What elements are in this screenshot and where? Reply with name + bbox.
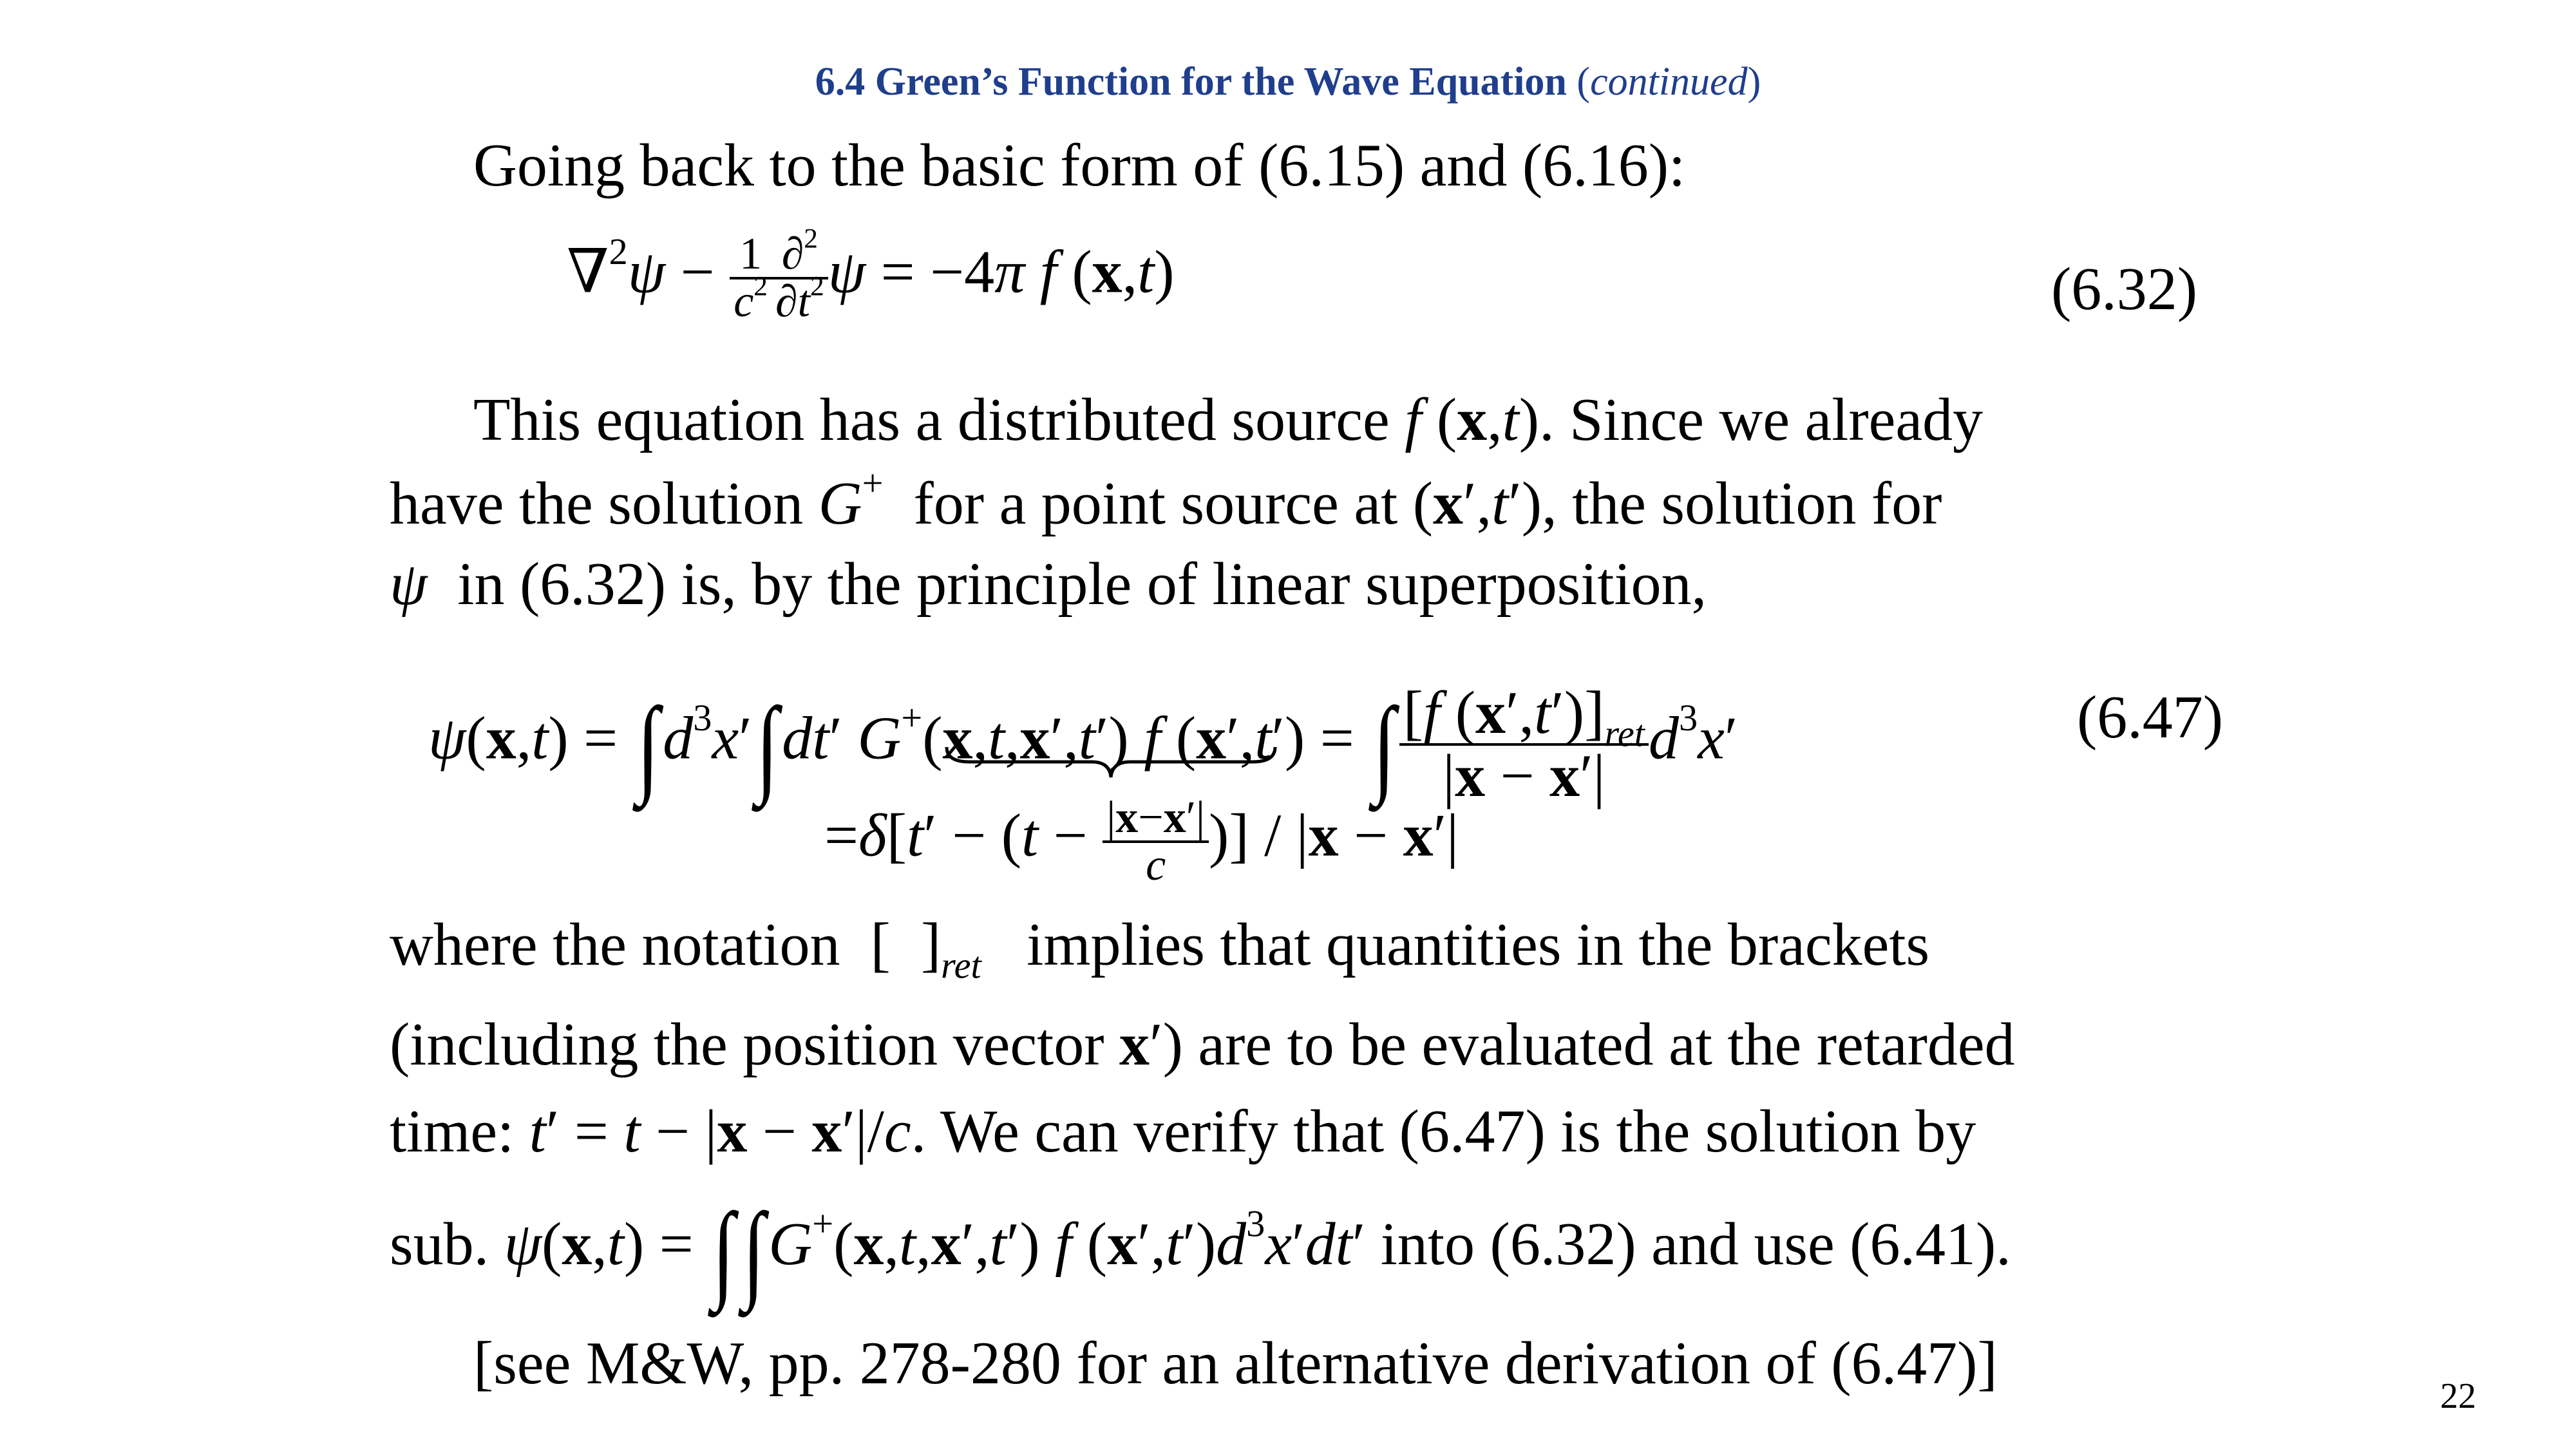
paragraph-line-2: have the solution G+ for a point source at (x′,t′), the solution for (390, 462, 1942, 537)
see-reference: [see M&W, pp. 278-280 for an alternative derivation of (6.47)] (473, 1330, 1998, 1397)
equation-6-47: $\psi(x,t) = \int d^3x'\int dt'$ G+(x,t,x′,t′) f (x′,t′) = ∫ $\frac{[f (x',t')]_{ret}}{|x - x'|}$ $d^3x'$ (428, 679, 1738, 810)
intro-line: Going back to the basic form of (6.15) and (6.16): (473, 132, 1686, 199)
paragraph-line-3: ψ in (6.32) is, by the principle of linear superposition, (390, 551, 1707, 618)
underbrace (943, 744, 1278, 782)
equation-6-32-label: (6.32) (2051, 256, 2198, 323)
page-number: 22 (2440, 1376, 2476, 1416)
paragraph-line-1: This equation has a distributed source f (x,t). Since we already (473, 386, 1984, 453)
equation-6-47-label: (6.47) (2077, 684, 2224, 751)
equation-6-32: ∇$^2$ψ − $\frac{1}{c^2}$ $\frac{\partial^2}{\partial t^2}$ ψ = −4π f (x,t) (567, 223, 1175, 327)
delta-expression: =δ[t′ − (t − $\frac{|x-x'|}{c}$ )] / |x − x′| (824, 793, 1459, 890)
where-line: where the notation [ ]$_{ret}$ implies that quantities in the brackets (390, 911, 1930, 987)
including-line: (including the position vector x′) are to be evaluated at the retarded (390, 1011, 2015, 1078)
slide-title: 6.4 Green’s Function for the Wave Equation (continued) (815, 60, 1761, 104)
title-continued: continued (1590, 60, 1748, 104)
sub-line: sub. ψ(x,t) = ∫∫G+(x,t,x′,t′) f $(x',t')d^3x'dt'$ into (6.32) and use (6.41). (390, 1191, 2011, 1312)
title-main: 6.4 Green’s Function for the Wave Equation (815, 60, 1567, 104)
time-line: time: t′ = t − |x − x′|/c. We can verify that (6.47) is the solution by (390, 1098, 1976, 1165)
